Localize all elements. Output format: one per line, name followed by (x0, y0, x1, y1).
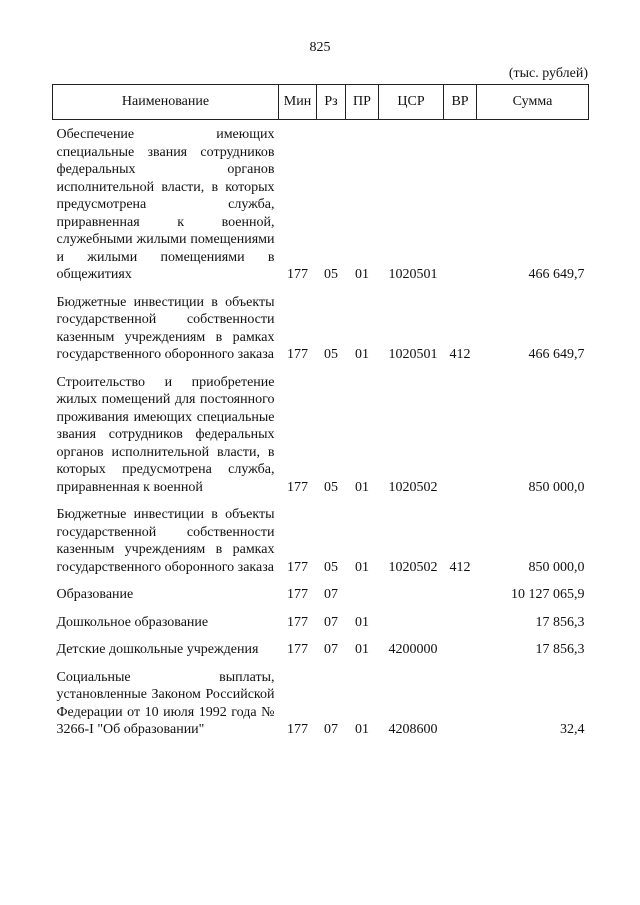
row-rz: 07 (324, 642, 338, 657)
row-sum: 10 127 065,9 (511, 587, 585, 602)
row-rz: 05 (324, 479, 338, 495)
table-row (53, 368, 589, 501)
row-csr: 1020502 (388, 559, 438, 575)
row-csr: 4200000 (388, 642, 438, 657)
row-pr: 01 (355, 559, 369, 575)
row-sum: 466 649,7 (528, 267, 585, 282)
row-name: Обеспечение имеющих специальные звания сотрудников федеральных органов исполнительной власти, в которых предусмотрена служба, приравненная к военной, служебными жилыми помещениями и жилыми помещениями в общежитиях (56, 127, 275, 282)
row-sum: 850 000,0 (528, 559, 585, 575)
row-csr: 1020502 (388, 479, 438, 495)
header-sum: Сумма (477, 85, 589, 120)
row-min: 177 (287, 347, 308, 362)
row-pr: 01 (355, 642, 369, 657)
row-sum: 850 000,0 (528, 479, 585, 495)
table-row (53, 580, 589, 608)
row-name: Социальные выплаты, установленные Законом Российской Федерации от 10 июля 1992 года № 3266-I "Об образовании" (56, 669, 275, 737)
row-sum: 466 649,7 (528, 347, 585, 362)
row-min: 177 (287, 614, 308, 630)
row-csr (379, 608, 444, 636)
row-vr (444, 368, 477, 501)
row-csr: 4208600 (388, 722, 438, 737)
units-label: (тыс. рублей) (508, 66, 588, 81)
row-name: Дошкольное образование (56, 614, 209, 630)
table-row (53, 635, 589, 663)
header-csr: ЦСР (379, 85, 444, 120)
row-name: Детские дошкольные учреждения (56, 642, 259, 657)
row-min: 177 (287, 267, 308, 282)
header-min: Мин (279, 85, 317, 120)
row-csr: 1020501 (388, 347, 438, 362)
row-rz: 05 (324, 347, 338, 362)
table-header-row (53, 85, 589, 120)
row-vr (444, 635, 477, 663)
row-pr: 01 (355, 722, 369, 737)
row-rz: 07 (324, 587, 338, 602)
table-row (53, 288, 589, 368)
budget-table (52, 84, 589, 743)
row-name: Образование (56, 587, 134, 602)
page-number: 825 (309, 40, 331, 55)
row-pr: 01 (355, 267, 369, 282)
row-vr (444, 608, 477, 636)
row-vr (444, 663, 477, 743)
row-min: 177 (287, 587, 308, 602)
row-rz: 07 (324, 722, 338, 737)
row-vr: 412 (449, 559, 471, 575)
row-pr: 01 (355, 479, 369, 495)
table-row (53, 500, 589, 580)
row-vr: 412 (449, 347, 471, 362)
row-vr (444, 580, 477, 608)
header-name: Наименование (53, 85, 279, 120)
row-sum: 32,4 (560, 722, 585, 737)
header-pr: ПР (346, 85, 379, 120)
row-name: Строительство и приобретение жилых помещений для постоянного проживания имеющих специальные звания сотрудников федеральных органов исполнительной власти, в которых предусмотрена служба, приравненная к военной (56, 374, 275, 495)
header-rz: Рз (317, 85, 346, 120)
row-rz: 05 (324, 559, 338, 575)
table-row (53, 608, 589, 636)
row-sum: 17 856,3 (535, 642, 585, 657)
row-sum: 17 856,3 (535, 614, 585, 630)
row-pr: 01 (355, 614, 369, 630)
row-min: 177 (287, 479, 308, 495)
row-csr (379, 580, 444, 608)
table-row (53, 120, 589, 288)
row-pr (346, 580, 379, 608)
row-pr: 01 (355, 347, 369, 362)
row-vr (444, 120, 477, 288)
row-min: 177 (287, 559, 308, 575)
row-csr: 1020501 (388, 267, 438, 282)
row-name: Бюджетные инвестиции в объекты государственной собственности казенным учреждениям в рамках государственного оборонного заказа (56, 507, 275, 575)
row-min: 177 (287, 722, 308, 737)
row-rz: 07 (324, 614, 338, 630)
header-vr: ВР (444, 85, 477, 120)
row-min: 177 (287, 642, 308, 657)
row-rz: 05 (324, 267, 338, 282)
row-name: Бюджетные инвестиции в объекты государственной собственности казенным учреждениям в рамках государственного оборонного заказа (56, 294, 275, 362)
table-row (53, 663, 589, 743)
